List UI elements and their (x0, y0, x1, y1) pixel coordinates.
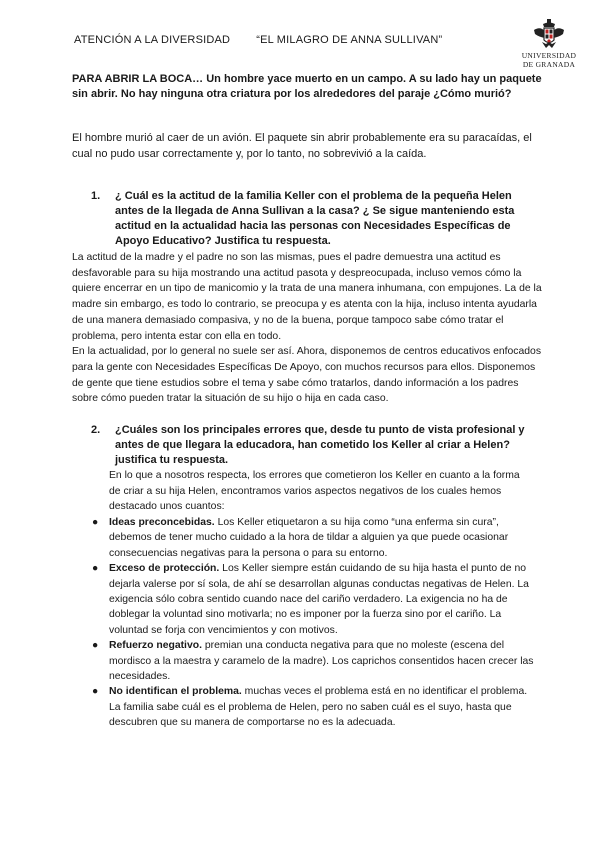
list-item (92, 638, 537, 684)
bullet-title: Refuerzo negativo. (109, 640, 202, 652)
university-crest-icon (532, 18, 566, 52)
logo-text-university: UNIVERSIDAD (521, 51, 577, 60)
list-item (92, 561, 537, 638)
list-item (92, 684, 537, 730)
question-2-text: ¿Cuáles son los principales errores que, desde tu punto de vista profesional y antes de que llegara la educadora, han cometido los Keller al criar a Helen? justifica tu respuesta. (115, 424, 525, 466)
header-subject: ATENCIÓN A LA DIVERSIDAD (74, 34, 231, 46)
answer-1-paragraph-1: La actitud de la madre y el padre no son las mismas, pues el padre demuestra una actitud es desfavorable para su hija mostrando una actitud pasota y despreocupada, incluso vemos cómo la quiere encerrar en un tipo de manicomio y la trata de una manera inhumana, con empujones. La de la madre sin embargo, es todo lo contrario, se preocupa y es atenta con la hija, incluso intenta ayudarla de una manera demasiado compasiva, y no de la buena, porque tampoco sabe cómo tratar el problema, pero intenta estar con ella en todo. (72, 252, 542, 342)
intro-question: PARA ABRIR LA BOCA… Un hombre yace muerto en un campo. A su lado hay un paquete sin abrir. No hay ninguna otra criatura por los alrededores del paraje ¿Cómo murió? (72, 73, 542, 100)
bullet-text: muchas veces el problema está en no identificar el problema. La familia sabe cuál es el problema de Helen, pero no saben cuál es el suyo, hasta que descubren que su manera de comportarse no es la adecuada. (109, 686, 528, 729)
bullet-icon: ● (92, 517, 99, 528)
bullet-title: Exceso de protección. (109, 563, 220, 575)
bullet-title: Ideas preconcebidas. (109, 517, 215, 528)
bullet-icon: ● (92, 563, 99, 575)
bullet-text: Los Keller etiquetaron a su hija como “una enferma sin cura”, debemos de tener mucho cuidado a la hora de tildar a alguien ya que puede ocasionar consecuencias negativas para la persona o para su entorno. (109, 517, 509, 559)
question-2-intro: En lo que a nosotros respecta, los errores que cometieron los Keller en cuanto a la forma de criar a su hija Helen, encontramos varios aspectos negativos de los cuales hemos destacado unos cuantos: (109, 470, 520, 512)
bullet-text: premian una conducta negativa para que no moleste (escena del mordisco a la maestra y caramelo de la madre). Los caprichos consentidos hacen crecer las necesidades. (109, 640, 534, 683)
list-item (92, 515, 537, 561)
question-1-number: 1. (91, 190, 101, 202)
question-1-text: ¿ Cuál es la actitud de la familia Keller con el problema de la pequeña Helen antes de la llegada de Anna Sullivan a la casa? ¿ Se sigue manteniendo esta actitud en la actualidad hacia las personas con Necesidades Específicas de Apoyo Educativo? Justifica tu respuesta. (115, 190, 515, 247)
question-1-answer (72, 250, 542, 407)
bullet-title: No identifican el problema. (109, 686, 242, 698)
bullet-icon: ● (92, 640, 99, 652)
university-logo (519, 18, 579, 69)
bullet-list (92, 515, 537, 731)
intro-answer: El hombre murió al caer de un avión. El paquete sin abrir probablemente era su paracaídas, el cual no pudo usar correctamente y, por lo tanto, no sobrevivió a la caída. (72, 132, 532, 160)
question-2-number: 2. (91, 424, 101, 436)
logo-text-granada: DE GRANADA (522, 59, 576, 69)
header-title: “EL MILAGRO DE ANNA SULLIVAN” (256, 34, 443, 46)
bullet-icon: ● (92, 686, 99, 698)
page-header (74, 34, 442, 46)
answer-1-paragraph-2: En la actualidad, por lo general no suele ser así. Ahora, disponemos de centros educativos enfocados para la gente con Necesidades Específicas De Apoyo, con muchos recursos para ellos. Disponemos de gente que tiene estudios sobre el tema y sabe cómo tratarlos, dando información a los padres sobre cómo pueden tratar la situación de su hijo o hija en cada caso. (72, 346, 542, 405)
bullet-text: Los Keller siempre están cuidando de su hija hasta el punto de no dejarla valerse por sí sola, de ahí se desarrollan algunas conductas negativas de Helen. La exigencia sólo cobra sentido cuando nace del cariño verdadero. La exigencia no ha de doblegar la voluntad sino motivarla; no es imponer por la fuerza sino por el cariño. La voluntad se forja con vencimientos y con motivos. (109, 563, 529, 636)
